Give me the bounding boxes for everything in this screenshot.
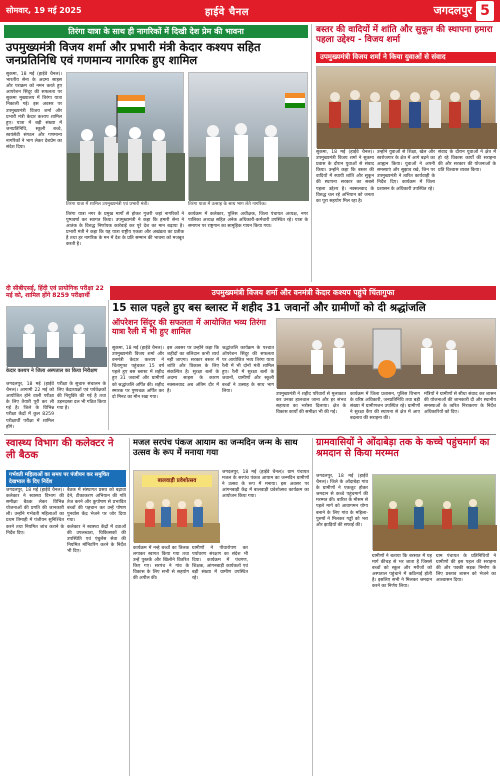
birthday-paragraph: जगदलपुर, 18 मई (हाईवे चैनल)। ग्राम पंचायत मजल के सरपंच पंकज आयाम का जन्मदिन ग्रामीणों ने उत्सव के रूप में मनाया। इस अवसर पर आंगनबाड़ी केंद्र में बालवाड़ी प्रवेशोत्सव कार्यक्रम का आयोजन किया गया।: [222, 470, 309, 500]
right-paragraph: सुकमा, 18 मई (हाईवे चैनल)। उपमुख्यमंत्री विजय शर्मा ने सुकमा प्रवास के दौरान युवाओं से संवाद किया। उन्होंने कहा कि बस्तर की वादियों में स्थायी शांति और सुकून की स्थापना सरकार का सबसे पहला उद्देश्य है। नक्सलवाद के विरुद्ध चल रहे अभियान को जनता का पूरा सहयोग मिल रहा है।: [316, 150, 374, 204]
short-news-paragraph: परीक्षा के सुचारु संचालन के लिए केंद्राध्यक्षों एवं पर्यवेक्षकों की नियुक्ति की गई है तथा उड़नदस्ता दल भी गठित किया गया है।: [57, 382, 107, 412]
health-tag: गर्भवती महिलाओं का समय पर पंजीयन कर समुचित देखभाल के दिए निर्देश: [6, 470, 126, 487]
right-column-1: [316, 150, 374, 280]
birthday-banner-text: बालवाड़ी प्रवेशोत्सव: [142, 475, 212, 487]
road-repair-illustration: [373, 475, 497, 551]
lead-paragraph: कार्यक्रम में कलेक्टर, पुलिस अधीक्षक, जिला पंचायत अध्यक्ष, नगर पालिका अध्यक्ष सहित अनेक अधिकारी-कर्मचारी उपस्थित रहे। यात्रा के समापन पर राष्ट्रगान का सामूहिक गायन किया गया।: [188, 212, 308, 230]
birthday-paragraph: ग्रामीणों ने पौधारोपण कर पर्यावरण संरक्षण का संदेश भी दिया। कार्यक्रम में पंचगण, शिक्षक, आंगनबाड़ी कार्यकर्ता एवं बड़ी संख्या में ग्रामीण उपस्थित रहे।: [192, 546, 248, 582]
birthday-column-2: [192, 546, 248, 776]
martyrs-paragraph: मंत्रियों ने ग्रामीणों से सीधा संवाद कर शासन की योजनाओं की जानकारी दी और स्थानीय समस्याओं के त्वरित निराकरण के निर्देश अधिकारियों को दिए।: [424, 392, 496, 416]
lead-photo-caption-2: तिरंगा यात्रा में उत्साह के साथ भाग लेते नागरिक।: [188, 202, 267, 207]
leaders-walking-illustration: [189, 73, 309, 201]
martyrs-column-2: [167, 346, 219, 430]
short-news-column-1: [6, 382, 54, 430]
column-divider: [129, 438, 130, 776]
martyrs-column-5: [350, 392, 420, 430]
memorial-tribute-illustration: [277, 319, 497, 389]
martyrs-paragraph: इस अवसर पर उन्होंने कहा कि शहीदों का बलिदान कभी व्यर्थ नहीं जाएगा। सरकार बस्तर में शांति और विकास के लिए संकल्पित है। सुरक्षा बलों के अदम्य साहस के कारण नक्सलवाद अब अंतिम दौर में है।: [167, 346, 219, 394]
issue-date: सोमवार, 19 मई 2025: [6, 6, 82, 15]
martyrs-column-3: [222, 346, 274, 430]
youth-group-illustration: [317, 67, 497, 149]
birthday-column-1: [133, 546, 189, 776]
lead-photo-rally: [66, 72, 184, 200]
villagers-column-3: [436, 554, 496, 776]
lead-kicker: तिरंगा यात्रा के साथ ही नागरिकों में दिखी देश प्रेम की भावना: [4, 25, 308, 38]
section-divider: [4, 434, 496, 435]
lead-paragraph: तिरंगा यात्रा नगर के प्रमुख मार्गों से होकर गुजरी जहां नागरिकों ने पुष्पवर्षा कर स्वागत किया। उपमुख्यमंत्री ने कहा कि हमारी सेना ने आतंक के विरुद्ध निर्णायक कार्रवाई कर पूरे देश का मान बढ़ाया है। प्रभारी मंत्री ने कहा कि यह यात्रा राष्ट्रीय एकता और अखंडता का प्रतीक है तथा हर नागरिक के मन में देश के प्रति सम्मान की भावना को मजबूत करती है।: [66, 212, 184, 248]
health-headline: स्वास्थ्य विभाग की कलेक्टर ने ली बैठक: [6, 438, 114, 461]
martyrs-column-6: [424, 392, 496, 430]
column-divider: [108, 300, 109, 430]
page-number: 5: [476, 1, 494, 21]
villagers-paragraph: ग्राम पंचायत के प्रतिनिधियों ने ग्रामीणों की इस पहल की सराहना की और पक्की सड़क निर्माण के लिए प्रस्ताव शासन को भेजने का आश्वासन दिया।: [436, 554, 496, 584]
edition-city: जगदलपुर: [433, 4, 472, 17]
lead-paragraph: सुकमा, 18 मई (हाईवे चैनल)। भारतीय सेना के अदम्य साहस और पराक्रम को नमन करते हुए आपरेशन सिंदूर की सफलता पर सुकमा मुख्यालय में तिरंगा यात्रा निकाली गई। इस अवसर पर उपमुख्यमंत्री विजय शर्मा और प्रभारी मंत्री केदार कश्यप शामिल हुए। यात्रा में बड़ी संख्या में जनप्रतिनिधि, स्कूली बच्चे, स्वयंसेवी संगठन और गणमान्य नागरिकों ने भाग लेकर देशप्रेम का संदेश दिया।: [6, 72, 62, 151]
villagers-paragraph: जगदलपुर, 18 मई (हाईवे चैनल)। जिले के ओंदाबेड़ा गांव के ग्रामीणों ने एकजुट होकर श्रमदान से कच्चे पहुंचमार्ग की मरम्मत की। बारिश के मौसम से पहले मार्ग को आवागमन योग्य बनाने के लिए गांव के महिला-पुरुषों ने मिलकर गड्ढों को भरा और झाड़ियों की सफाई की।: [316, 474, 368, 528]
right-photo-youth-meet: [316, 66, 496, 148]
right-tag: उपमुख्यमंत्री विजय शर्मा ने किया युवाओं से संवाद: [316, 52, 496, 63]
villagers-headline: ग्रामवासियों ने ओंदाबेड़ा तक के कच्चे पहुंचमार्ग का श्रमदान से किया मरम्मत: [316, 437, 490, 459]
martyrs-paragraph: श्रद्धांजलि कार्यक्रम के पश्चात ऑपरेशन सिंदूर की सफलता पर आयोजित भव्य तिरंगा यात्रा रैली में भी दोनों मंत्री शामिल हुए। रैली में सुरक्षा बलों के जवानों, ग्रामीणों और स्कूली बच्चों ने उत्साह के साथ भाग लिया।: [222, 346, 274, 394]
column-divider: [312, 438, 313, 776]
birthday-column-right: [222, 470, 309, 542]
health-paragraph: बैठक में संस्थागत प्रसव को बढ़ावा देने, टीकाकरण अभियान की गति तेज करने और कुपोषण से प्रभावित बच्चों की पहचान कर उन्हें पोषण पुनर्वास केंद्र भेजने पर जोर दिया गया।: [67, 488, 126, 524]
short-news-column-2: [57, 382, 106, 426]
martyrs-column-1: [112, 346, 164, 430]
short-news-photo-caption: केदार कश्यप ने जिला अस्पताल का किया निरीक्षण: [6, 368, 98, 374]
villagers-paragraph: ग्रामीणों ने बताया कि बरसात में यह मार्ग कीचड़ से भर जाता है जिससे बच्चों को स्कूल और मरीजों को अस्पताल पहुंचाने में कठिनाई होती है। इसलिए सभी ने मिलकर श्रमदान करने का निर्णय लिया।: [372, 554, 432, 590]
birthday-headline: मजल सरपंच पंकज आयाम का जन्मदिन जन्म के साथ उत्सव के रूप में मनाया गया: [133, 437, 298, 457]
birthday-photo: [133, 470, 219, 542]
lead-column-3: [188, 212, 308, 272]
children-group-illustration: [134, 471, 220, 543]
martyrs-photo-memorial: [276, 318, 496, 388]
hospital-visit-illustration: [7, 307, 107, 367]
martyrs-paragraph: सुकमा, 18 मई (हाईवे चैनल)। उपमुख्यमंत्री विजय शर्मा और वनमंत्री केदार कश्यप ने चिंतागुफा पहुंचकर 15 वर्ष पहले हुए बस ब्लास्ट में शहीद हुए 31 जवानों और ग्रामीणों को श्रद्धांजलि अर्पित की। शहीद स्मारक पर पुष्पचक्र अर्पित कर दो मिनट का मौन रखा गया।: [112, 346, 164, 400]
lead-photo-caption: तिरंगा यात्रा में शामिल उपमुख्यमंत्री एवं प्रभारी मंत्री।: [66, 202, 149, 207]
birthday-paragraph: कार्यक्रम में नन्हे बच्चों का तिलक लगाकर स्वागत किया गया तथा उन्हें पुस्तकें और खिलौने वितरित किए गए। सरपंच ने गांव के विकास के लिए सभी से सहयोग की अपील की।: [133, 546, 189, 582]
health-column-2: [67, 488, 126, 776]
martyrs-paragraph: उपमुख्यमंत्री ने शहीद परिवारों से मुलाकात कर उनका हालचाल जाना और हर संभव सहायता का भरोसा दिलाया। क्षेत्र के विकास कार्यों की समीक्षा भी की गई।: [276, 392, 346, 416]
villagers-column-2: [372, 554, 432, 776]
right-column-2: [377, 150, 435, 280]
column-divider: [311, 24, 312, 282]
martyrs-subhead: ऑपरेशन सिंदूर की सफलता में आयोजित भव्य तिरंगा यात्रा रैली में भी हुए शामिल: [112, 318, 266, 337]
right-paragraph: उन्होंने युवाओं से शिक्षा, खेल और स्वरोजगार के क्षेत्र में आगे बढ़ने का आह्वान किया। युवाओं ने अपनी समस्याएं और सुझाव रखे, जिन पर उपमुख्यमंत्री ने त्वरित कार्यवाही के निर्देश दिए। कार्यक्रम में जिला प्रशासन के अधिकारी उपस्थित रहे।: [377, 150, 435, 192]
lead-column-2: [66, 212, 184, 272]
newspaper-brand: हाईवे चैनल: [205, 7, 250, 18]
health-paragraph: कलेक्टर ने स्वास्थ्य केंद्रों में दवाओं की उपलब्धता, चिकित्सकों की उपस्थिति एवं एंबुलेंस सेवा की नियमित मॉनिटरिंग करने के निर्देश भी दिए।: [67, 524, 126, 554]
right-headline: बस्तर की वादियों में शांति और सुकून की स्थापना हमारा पहला उद्देश्य - विजय शर्मा: [316, 25, 493, 46]
martyrs-column-4: [276, 392, 346, 430]
right-paragraph: संवाद के दौरान युवाओं ने क्षेत्र में हो रहे विकास कार्यों की सराहना की और सरकार की योजनाओं के प्रति विश्वास व्यक्त किया।: [438, 150, 496, 174]
lead-photo-leaders: [188, 72, 308, 200]
villagers-photo-road-repair: [372, 474, 496, 550]
villagers-column-1: [316, 474, 368, 776]
rally-crowd-illustration: [67, 73, 185, 201]
martyrs-paragraph: कार्यक्रम में जिला प्रशासन, पुलिस विभाग के वरिष्ठ अधिकारी, जनप्रतिनिधि तथा बड़ी संख्या में ग्रामीणजन उपस्थित रहे। ग्रामीणों ने सुरक्षा कैंप की स्थापना से क्षेत्र में आए बदलाव की सराहना की।: [350, 392, 420, 422]
short-news-photo: [6, 306, 106, 366]
martyrs-headline: 15 साल पहले हुए बस ब्लास्ट में शहीद 31 जवानों और ग्रामीणों को दी श्रद्धांजलि: [112, 302, 426, 314]
lead-headline: उपमुख्यमंत्री विजय शर्मा और प्रभारी मंत्री केदार कश्यप सहित जनप्रतिनिधि एवं गणमान्य नागरिक हुए शामिल: [6, 40, 261, 68]
short-news-paragraph: जगदलपुर, 18 मई (हाईवे चैनल)। आगामी 22 मई को आयोजित होने वाली परीक्षा के लिए तैयारी पूरी कर ली गई है। जिले के विभिन्न परीक्षा केंद्रों में कुल 8259 परीक्षार्थी परीक्षा में शामिल होंगे।: [6, 382, 54, 430]
band-tag: उपमुख्यमंत्री विजय शर्मा और वनमंत्री केदार कश्यप पहुंचे चिंतागुफा: [110, 286, 496, 300]
right-column-3: [438, 150, 496, 280]
short-news-headline: दी सीबीएसई, हिंदी एवं प्रायोगिक परीक्षा 22 मई को, शामिल होंगे 8259 परीक्षार्थी: [6, 285, 104, 299]
health-column-1: [6, 488, 64, 776]
health-paragraph: जगदलपुर, 18 मई (हाईवे चैनल)। कलेक्टर ने स्वास्थ्य विभाग की समीक्षा बैठक लेकर विभिन्न योजनाओं की प्रगति की जानकारी ली। उन्होंने गर्भवती महिलाओं का प्रथम तिमाही में पंजीयन सुनिश्चित करने तथा नियमित जांच कराने के निर्देश दिए।: [6, 488, 64, 536]
masthead: [0, 0, 500, 22]
